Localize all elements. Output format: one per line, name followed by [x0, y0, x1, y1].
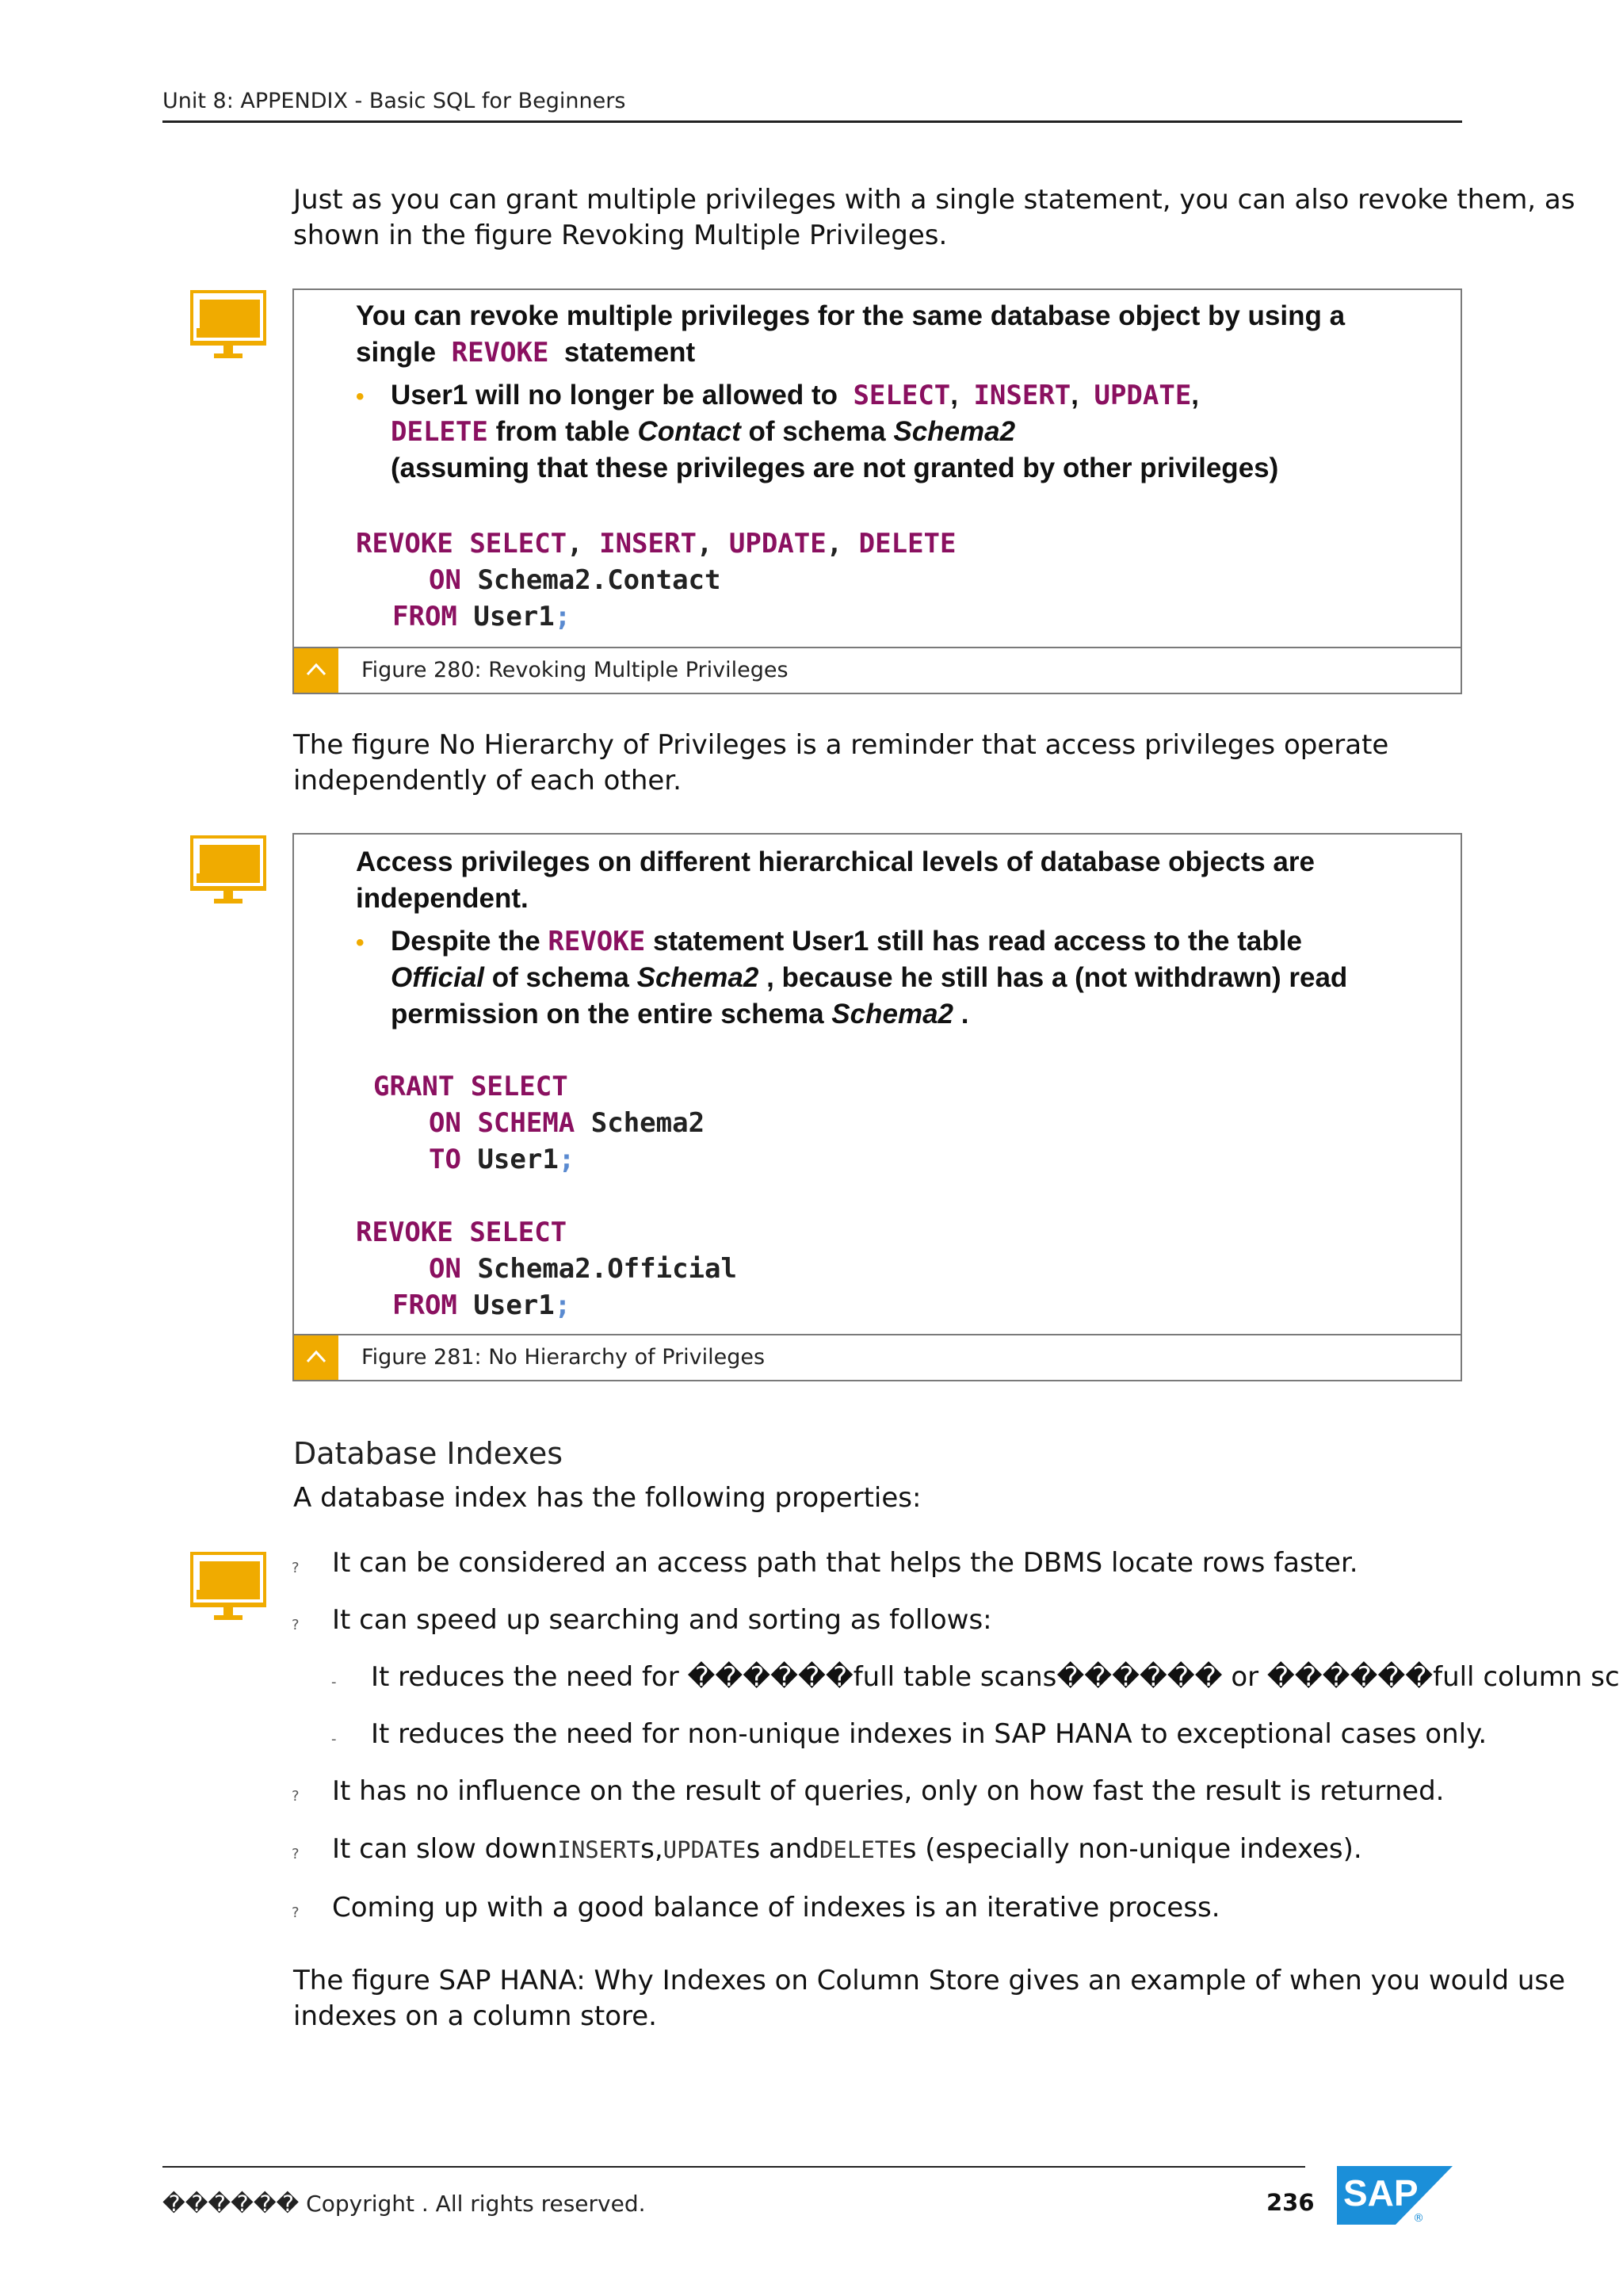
footer-copyright: ������ Copyright . All rights reserved. [162, 2191, 646, 2217]
list-item: It can speed up searching and sorting as follows: [332, 1604, 992, 1636]
bullet-dot: • [356, 930, 365, 956]
collapse-caption-button[interactable] [294, 1335, 338, 1380]
figure-revoking-multiple-privileges [292, 288, 1462, 694]
code-line: REVOKE SELECT [356, 1217, 567, 1248]
sub-list-dash: - [331, 1674, 337, 1690]
running-header: Unit 8: APPENDIX - Basic SQL for Beginners [162, 89, 626, 113]
code-line: GRANT SELECT [373, 1071, 568, 1102]
page-number: 236 [1266, 2189, 1315, 2216]
svg-text:SAP: SAP [1343, 2172, 1419, 2214]
figure-heading: Access privileges on different hierarchical levels of database objects are independent. [356, 846, 1315, 914]
figure-caption: Figure 280: Revoking Multiple Privileges [361, 658, 789, 682]
bullet-dot: • [356, 384, 365, 410]
figure-bullet-text: User1 will no longer be allowed to SELECT, INSERT, UPDATE, DELETE from table Contact of schema Schema2 (assuming that these privileges are not granted by other privileges) [391, 380, 1279, 483]
sub-list-item: It reduces the need for ������full table scans������ or ������full column sc [371, 1661, 1620, 1693]
figure-bullet-text: Despite the REVOKE statement User1 still has read access to the table Official of schema Schema2 , because he still has a (not withdrawn) read permission on the entire schema Schema2 . [391, 926, 1348, 1030]
list-item: It has no influence on the result of queries, only on how fast the result is returned. [332, 1775, 1445, 1807]
code-line: ON SCHEMA Schema2 [429, 1107, 705, 1139]
code-line: ON Schema2.Official [429, 1253, 737, 1285]
chevron-up-icon [305, 1348, 327, 1364]
collapse-caption-button[interactable] [294, 648, 338, 693]
code-line: TO User1; [429, 1144, 575, 1175]
list-bullet: ? [292, 1904, 300, 1921]
presentation-monitor-icon [190, 290, 266, 360]
closing-paragraph: The figure SAP HANA: Why Indexes on Column Store gives an example of when you would use indexes on a column store. [293, 1965, 1566, 2032]
figure-heading: You can revoke multiple privileges for the same database object by using a single REVOKE statement [356, 300, 1346, 369]
figure-caption-row [294, 648, 1461, 693]
list-bullet: ? [292, 1560, 300, 1576]
sap-logo [1337, 2166, 1453, 2225]
list-item: It can be considered an access path that helps the DBMS locate rows faster. [332, 1547, 1358, 1579]
list-bullet: ? [292, 1846, 300, 1862]
code-line: FROM User1; [392, 1289, 571, 1321]
figure-bullet [356, 377, 365, 415]
sub-list-dash: - [331, 1731, 337, 1748]
list-item: Coming up with a good balance of indexes is an iterative process. [332, 1892, 1220, 1924]
chevron-up-icon [305, 661, 327, 677]
list-bullet: ? [292, 1617, 300, 1633]
figure-no-hierarchy-of-privileges [292, 833, 1462, 1381]
middle-paragraph: The figure No Hierarchy of Privileges is a reminder that access privileges operate independently of each other. [293, 729, 1389, 797]
code-line: FROM User1; [392, 601, 571, 632]
footer-rule [162, 2166, 1305, 2168]
intro-paragraph: Just as you can grant multiple privileges with a single statement, you can also revoke them, as shown in the figure Revoking Multiple Privileges. [293, 184, 1575, 251]
section-title: Database Indexes [293, 1436, 563, 1471]
sub-list-item: It reduces the need for non-unique indexes in SAP HANA to exceptional cases only. [371, 1718, 1487, 1750]
code-line: ON Schema2.Contact [429, 564, 721, 596]
presentation-monitor-icon [190, 835, 266, 905]
header-rule [162, 120, 1462, 123]
section-lead: A database index has the following properties: [293, 1482, 922, 1514]
presentation-monitor-icon [190, 1552, 266, 1622]
svg-text:®: ® [1413, 2212, 1424, 2225]
figure-caption: Figure 281: No Hierarchy of Privileges [361, 1345, 766, 1370]
code-line: REVOKE SELECT, INSERT, UPDATE, DELETE [356, 528, 957, 560]
list-item: It can slow downINSERTs,UPDATEs andDELETEs (especially non-unique indexes). [332, 1833, 1362, 1865]
figure-bullet [356, 923, 365, 961]
figure-caption-row [294, 1335, 1461, 1380]
list-bullet: ? [292, 1788, 300, 1805]
